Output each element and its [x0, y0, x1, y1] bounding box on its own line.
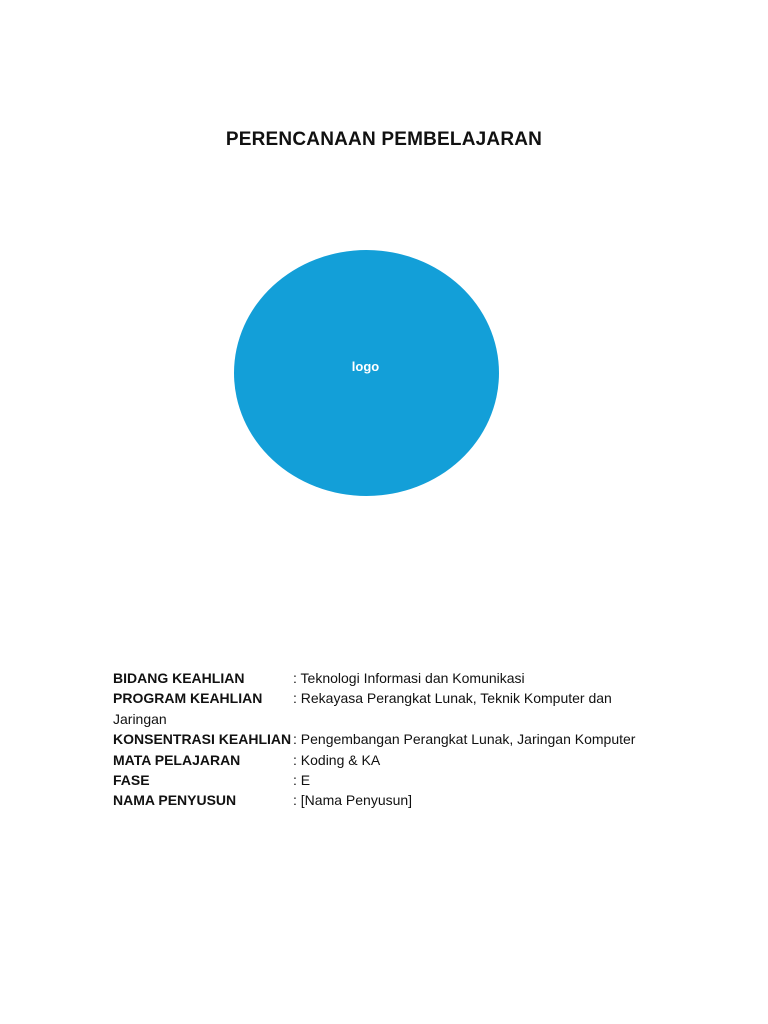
info-value: : E [293, 772, 311, 789]
document-info-list [113, 668, 653, 811]
info-label: PROGRAM KEAHLIAN [113, 690, 263, 707]
logo-placeholder [234, 250, 499, 496]
info-value: : Pengembangan Perangkat Lunak, Jaringan Komputer [293, 731, 636, 748]
info-row-program-keahlian [113, 688, 653, 729]
info-label: MATA PELAJARAN [113, 751, 241, 768]
info-row-mata-pelajaran [113, 750, 653, 770]
info-label: NAMA PENYUSUN [113, 792, 237, 809]
info-row-nama-penyusun [113, 790, 653, 810]
info-row-bidang-keahlian [113, 668, 653, 688]
page-title: PERENCANAAN PEMBELAJARAN [225, 129, 543, 150]
info-value: : Teknologi Informasi dan Komunikasi [293, 670, 525, 686]
info-value: : Rekayasa Perangkat Lunak, Teknik Komputer dan Jaringan [113, 690, 612, 727]
info-label: FASE [113, 772, 150, 789]
info-value: : Koding & KA [293, 751, 381, 768]
info-label: BIDANG KEAHLIAN [113, 670, 245, 686]
logo-label: logo [351, 358, 380, 374]
info-label: KONSENTRASI KEAHLIAN [113, 731, 292, 748]
info-row-konsentrasi-keahlian [113, 729, 653, 749]
info-value: : [Nama Penyusun] [293, 792, 413, 809]
info-row-fase [113, 770, 653, 790]
